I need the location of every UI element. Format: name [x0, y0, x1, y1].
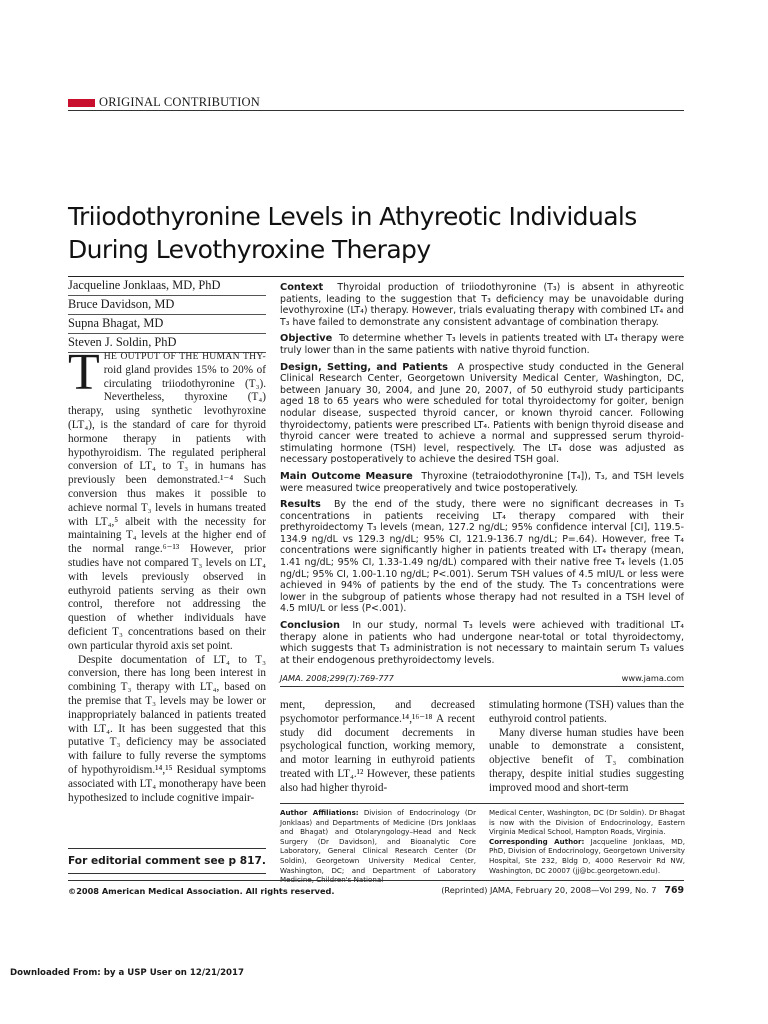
author-list [68, 277, 266, 353]
author-affiliations-right [489, 808, 685, 875]
abstract-text: A prospective study conducted in the General Clinical Research Center, Georgetown University Medical Center, Washington, DC, between January 30, 2004, and June 20, 2007, of 50 euthyroid study participants aged 18 to 65 years who were scheduled for total thyroidectomy for goiter, benign nodular disease, suspected thyroid cancer, or known thyroid cancer. Following thyroidectomy, patients were prescribed LT₄. Patients with benign thyroid disease and thyroid cancer were treated to achieve a normal and suppressed serum thyroid-stimulating hormone (TSH) level, respectively. The LT₄ dose was adjusted as necessary postoperatively to achieve the desired TSH goal. [280, 361, 684, 466]
affiliation-paragraph [280, 808, 476, 885]
abstract-heading: Design, Setting, and Patients [280, 361, 448, 373]
abstract-text: Thyroxine (tetraiodothyronine [T₄]), T₃, and TSH levels were measured twice preoperatively and twice postoperatively. [280, 470, 684, 494]
affiliation-text: Division of Endocrinology (Dr Jonklaas) and Departments of Medicine (Drs Jonklaas and Bhagat) and Otolaryngology–Head and Neck Surgery (Dr Davidson), and Bioanalytic Core Laboratory, General Clinical Research Center (Dr Soldin), Georgetown University Medical Center, Washington, DC; and Department of Laboratory Medicine, Children's National [280, 808, 476, 885]
footer-copyright: ©2008 American Medical Association. All rights reserved. [68, 886, 335, 896]
body-column-left [68, 344, 266, 805]
affiliations-rule [280, 803, 684, 804]
body-column-middle [280, 699, 475, 796]
body-text: roid gland provides 15% to 20% of circulating triiodothyronine (T₃). Nevertheless, thyroxine (T₄) therapy, using synthetic levothyroxine (LT₄), is the standard of care for thyroid hormone therapy in patients with hypothyroidism. The regulated peripheral conversion of LT₄ to T₃ in humans has previously been demonstrated.¹⁻⁴ Such conversion thus makes it possible to achieve normal T₃ levels in humans treated with LT₄,⁵ albeit with the necessity for maintaining T₄ levels at the higher end of the normal range.⁶⁻¹³ However, prior studies have not compared T₃ levels on LT₄ with levels previously observed in euthyroid patients serving as their own control, therefore not addressing the question of whether individuals have deficient T₃ concentrations based on their own particular thyroid axis set point. [68, 363, 266, 652]
drop-cap: T [68, 344, 100, 401]
journal-url[interactable]: www.jama.com [621, 673, 684, 683]
abstract-text: Thyroidal production of triiodothyronine (T₃) is absent in athyreotic patients, leading to the suggestion that T₃ deficiency may be unavoidable during levothyroxine (LT₄) therapy. However, trials evaluating therapy with combined LT₄ and T₃ have failed to demonstrate any consistent advantage of combination therapy. [280, 282, 684, 328]
abstract-objective [280, 333, 684, 356]
body-paragraph [68, 344, 266, 654]
footer-rule [68, 880, 684, 881]
download-stamp: Downloaded From: by a USP User on 12/21/2017 [10, 968, 244, 978]
abstract-heading: Conclusion [280, 620, 340, 632]
abstract-heading: Context [280, 282, 324, 293]
abstract-conclusion [280, 620, 684, 666]
abstract-design [280, 362, 684, 466]
body-paragraph: ment, depression, and decreased psychomotor performance.¹⁴,¹⁶⁻¹⁸ A recent study did document decrements in psychological function, working memory, and motor learning in euthyroid patients treated with LT₄.¹² However, these patients also had higher thyroid- [280, 699, 475, 794]
abstract-text: In our study, normal T₃ levels were achieved with traditional LT₄ therapy alone in patients who had undergone near-total or total thyroidectomy, which suggests that T₃ administration is not necessary to maintain serum T₃ values at their endogenous prethyroidectomy levels. [280, 620, 684, 666]
body-paragraph: Despite documentation of LT₄ to T₃ conversion, there has long been interest in combining T₃ therapy with LT₄, based on the premise that T₃ levels may be lower or inappropriately balanced in patients treated with LT₄. It has been suggested that this putative T₃ deficiency may be associated with failure to fully reverse the symptoms of hypothyroidism.¹⁴,¹⁵ Residual symptoms associated with LT₄ monotherapy have been hypothesized to include cognitive impair- [68, 653, 266, 804]
abstract-heading: Main Outcome Measure [280, 470, 413, 482]
intro-smallcaps: HE OUTPUT OF THE HUMAN THY- [103, 351, 266, 362]
abstract-citation-line [280, 672, 684, 687]
abstract-heading: Objective [280, 333, 333, 345]
corresponding-author [489, 837, 685, 875]
author-name: Steven J. Soldin, PhD [68, 334, 266, 353]
abstract-heading: Results [280, 499, 321, 511]
section-label [68, 96, 684, 111]
section-label-text: ORIGINAL CONTRIBUTION [99, 95, 261, 109]
footer-journal-info [441, 885, 684, 896]
editorial-comment-note: For editorial comment see p 817. [68, 848, 266, 874]
body-paragraph: stimulating hormone (TSH) values than the euthyroid control patients. [489, 699, 684, 725]
abstract [280, 282, 684, 671]
author-affiliations-left [280, 808, 476, 885]
page-number: 769 [664, 885, 684, 896]
corresponding-heading: Corresponding Author: [489, 836, 585, 846]
body-column-right [489, 699, 684, 796]
body-paragraph: Many diverse human studies have been unable to demonstrate a consistent, objective benefit of T₃ combination therapy, despite initial studies suggesting improved mood and short-term [489, 726, 684, 794]
author-name: Bruce Davidson, MD [68, 296, 266, 315]
abstract-text: To determine whether T₃ levels in patients treated with LT₄ therapy were truly lower than in the same patients with native thyroid function. [280, 333, 684, 356]
article-title: Triiodothyronine Levels in Athyreotic Individuals During Levothyroxine Therapy [68, 202, 637, 264]
abstract-outcome [280, 471, 684, 494]
journal-citation: JAMA. 2008;299(7):769-777 [280, 673, 394, 683]
abstract-context [280, 282, 684, 328]
affiliation-text: Medical Center, Washington, DC (Dr Soldin). Dr Bhagat is now with the Division of Endocrinology, Eastern Virginia Medical School, Hampton Roads, Virginia. [489, 808, 685, 837]
section-color-bar [68, 99, 95, 107]
author-name: Supna Bhagat, MD [68, 315, 266, 334]
affiliation-heading: Author Affiliations: [280, 808, 359, 817]
author-name: Jacqueline Jonklaas, MD, PhD [68, 277, 266, 296]
abstract-text: By the end of the study, there were no significant decreases in T₃ concentrations in patients receiving LT₄ therapy compared with their prethyroidectomy T₃ levels (mean, 127.2 ng/dL; 95% confidence interval [CI], 119.5-134.9 ng/dL vs 129.3 ng/dL; 95% CI, 121.9-136.7 ng/dL; P=.64). However, free T₄ concentrations were significantly higher in patients treated with LT₄ therapy (mean, 1.41 ng/dL; 95% CI, 1.33-1.49 ng/dL) compared with their native free T₄ levels (1.05 ng/dL; 95% CI, 1.00-1.10 ng/dL; P<.001). Serum TSH values of 4.5 mIU/L or less were achieved in 94% of patients by the end of the study. The T₃ concentrations were lower in the subgroup of patients whose therapy had not resulted in a TSH level of 4.5 mIU/L or less (P<.001). [280, 499, 685, 615]
abstract-results [280, 499, 684, 615]
corresponding-text: Jacqueline Jonklaas, MD, PhD, Division of Endocrinology, Georgetown University Hospital, Ste 232, Bldg D, 4000 Reservoir Rd NW, Washington, DC 20007 (jj@bc.georgetown.edu). [489, 836, 685, 875]
footer-journal-text: (Reprinted) JAMA, February 20, 2008—Vol 299, No. 7 [441, 885, 657, 895]
